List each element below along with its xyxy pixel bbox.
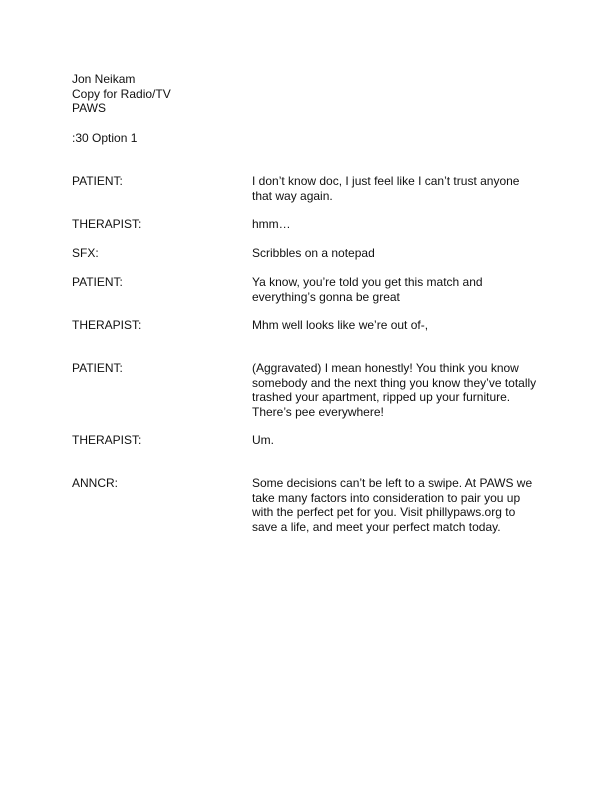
speaker-label: PATIENT: <box>72 361 123 375</box>
dialogue-line: Some decisions can’t be left to a swipe. At PAWS we take many factors into consideration to pair you up with the perfect pet for you. Visit phillypaws.org to save a life, and meet your perfect match today. <box>252 476 533 534</box>
copy-type: Copy for Radio/TV <box>72 86 171 101</box>
client-name: PAWS <box>72 101 107 116</box>
speaker-label: THERAPIST: <box>72 433 142 447</box>
dialogue-line: Mhm well looks like we’re out of-, <box>252 318 429 332</box>
speaker-label: SFX: <box>72 246 99 260</box>
speaker-label: THERAPIST: <box>72 217 142 231</box>
dialogue-line: Scribbles on a notepad <box>252 246 375 260</box>
document-header <box>72 72 171 116</box>
speaker-label: ANNCR: <box>72 476 119 490</box>
speaker-label: PATIENT: <box>72 174 123 188</box>
dialogue-line: Ya know, you’re told you get this match and everything’s gonna be great <box>252 275 483 304</box>
author-name: Jon Neikam <box>72 72 136 86</box>
dialogue-line: (Aggravated) I mean honestly! You think you know somebody and the next thing you know they’ve totally trashed your apartment, ripped up your furniture. There’s pee everywhere! <box>252 361 537 419</box>
speaker-label: PATIENT: <box>72 275 123 289</box>
spot-title: :30 Option 1 <box>72 131 138 145</box>
dialogue-line: I don’t know doc, I just feel like I can’t trust anyone that way again. <box>252 174 520 203</box>
dialogue-line: hmm… <box>252 217 291 231</box>
dialogue-line: Um. <box>252 433 274 447</box>
speaker-label: THERAPIST: <box>72 318 142 332</box>
